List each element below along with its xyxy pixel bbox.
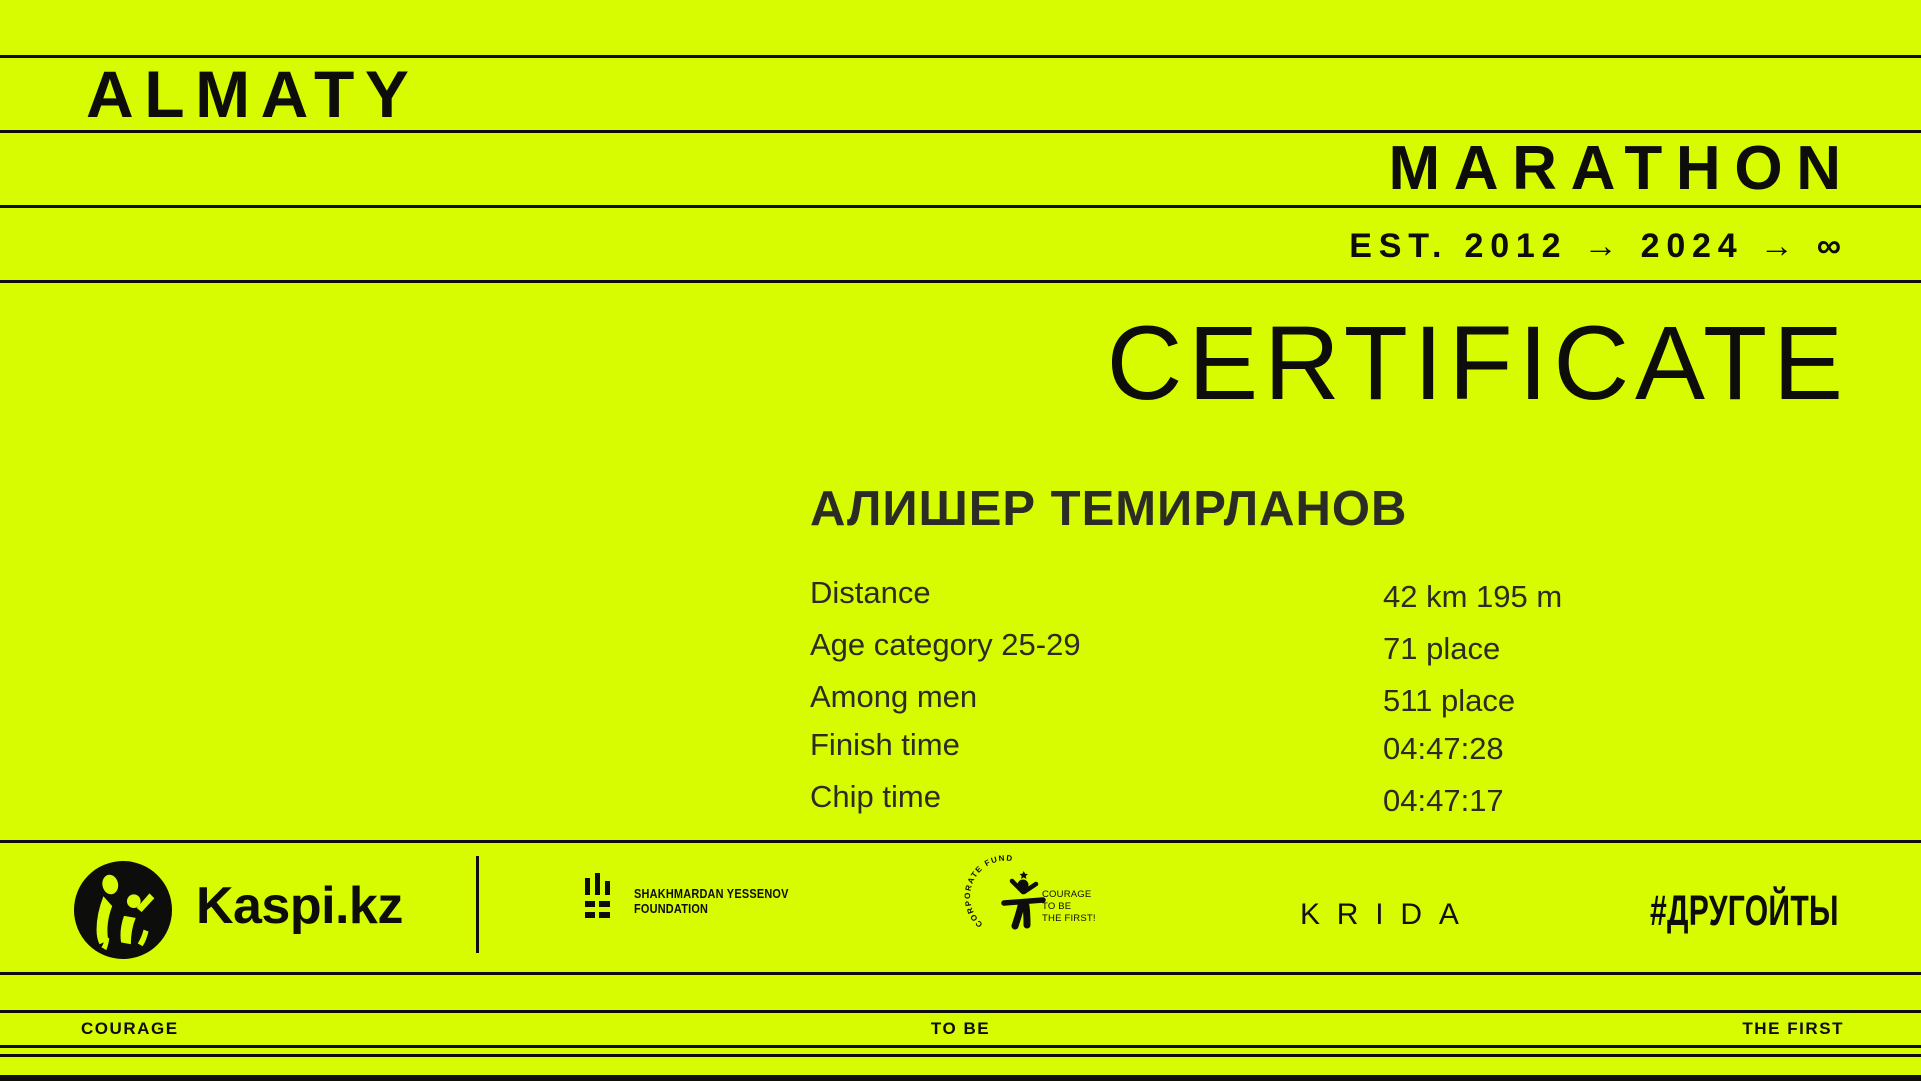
hashtag-wordmark: #ДРУГОЙТЫ: [1650, 887, 1839, 935]
finisher-icon: [1004, 871, 1043, 926]
result-value: 04:47:28: [1383, 731, 1504, 766]
established-text: EST. 2012 → 2024 → ∞: [1349, 226, 1848, 265]
footer-slogan: [0, 1010, 1921, 1045]
fund-line2: TO BE: [1042, 901, 1072, 912]
result-label: Finish time: [810, 727, 960, 762]
fund-line3: THE FIRST!: [1042, 913, 1096, 924]
masthead-city-label: ALMATY: [86, 57, 420, 131]
sponsor-divider: [476, 856, 479, 953]
masthead-event-label: MARATHON: [1388, 133, 1855, 203]
result-value: 42 km 195 m: [1383, 579, 1563, 614]
divider-line: [0, 840, 1921, 843]
yessenov-line1: SHAKHMARDAN YESSENOV: [634, 886, 789, 901]
result-row-distance: [810, 575, 1590, 621]
yessenov-line2: FOUNDATION: [634, 901, 709, 916]
yessenov-bars-icon: [585, 873, 610, 922]
divider-line: [0, 1054, 1921, 1057]
bottom-black-bar: [0, 1075, 1921, 1081]
divider-line: [0, 280, 1921, 283]
divider-line: [0, 1045, 1921, 1048]
result-label: Among men: [810, 679, 978, 714]
kaspi-people-icon: [74, 861, 172, 959]
established-line: [1349, 212, 1848, 280]
result-value: 71 place: [1383, 631, 1501, 666]
result-label: Age category 25-29: [810, 627, 1081, 662]
corporate-fund-logo: [963, 853, 1098, 950]
footer-courage: COURAGE: [81, 1019, 179, 1038]
certificate-title: CERTIFICATE: [1106, 305, 1849, 422]
recipient-name: АЛИШЕР ТЕМИРЛАНОВ: [810, 482, 1408, 536]
result-value: 511 place: [1383, 683, 1516, 718]
svg-text:CORPORATE FUND: [963, 854, 1014, 930]
result-row-chip-time: [810, 779, 1590, 825]
footer-to-be: TO BE: [930, 1019, 991, 1038]
krida-wordmark: KRIDA: [1300, 898, 1476, 931]
result-row-among-men: [810, 679, 1590, 725]
fund-line1: COURAGE: [1042, 889, 1092, 900]
masthead-event: [1388, 131, 1855, 205]
footer-the-first: THE FIRST: [1742, 1019, 1844, 1038]
result-label: Chip time: [810, 779, 941, 814]
divider-line: [0, 205, 1921, 208]
divider-line: [0, 972, 1921, 975]
result-value: 04:47:17: [1383, 783, 1504, 818]
result-row-age-category: [810, 627, 1590, 673]
fund-arc-text: CORPORATE FUND: [963, 853, 1014, 930]
result-label: Distance: [810, 575, 931, 610]
masthead-city: [86, 57, 419, 131]
kaspi-wordmark: Kaspi.kz: [196, 877, 403, 935]
yessenov-foundation-wordmark: [634, 886, 789, 916]
result-row-finish-time: [810, 727, 1590, 773]
